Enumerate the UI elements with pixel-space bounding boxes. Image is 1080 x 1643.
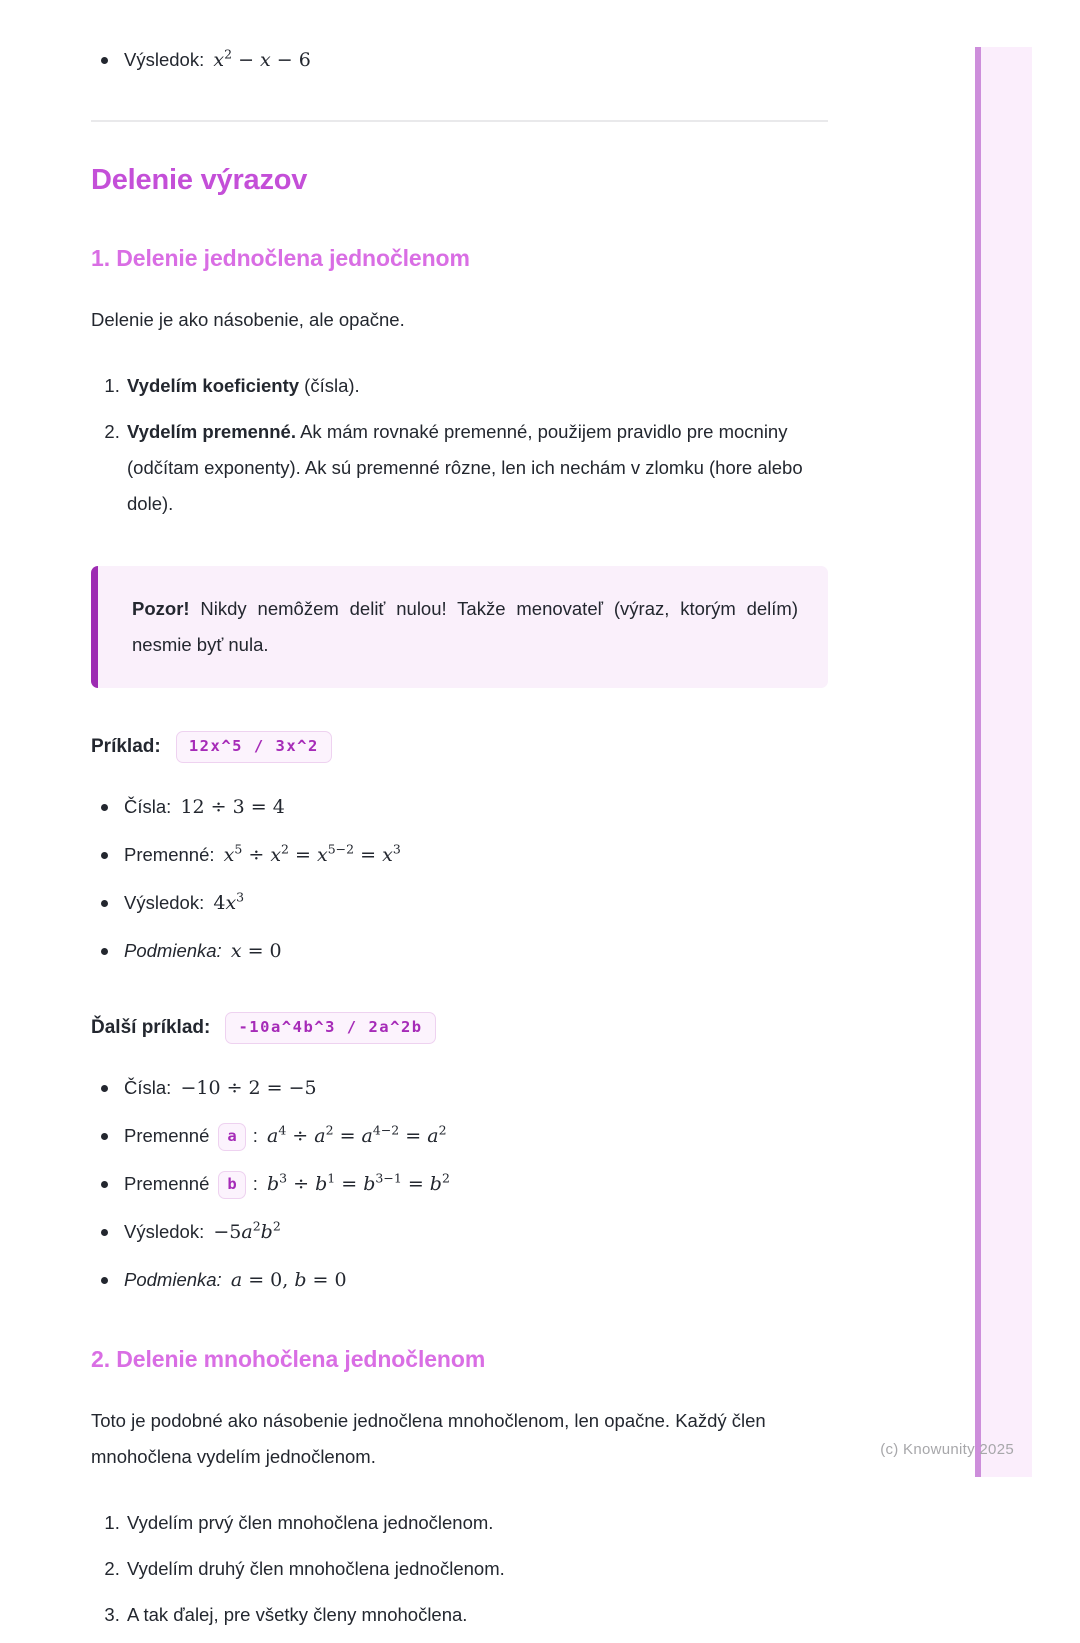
math-expression: $a^4 \div a^2 = a^{4-2} = a^2$ <box>266 1122 447 1147</box>
example1-code-chip: 12x^5 / 3x^2 <box>176 731 332 764</box>
step-rest: Ak mám rovnaké premenné, použijem pravidlo pre mocniny (odčítam exponenty). Ak sú premenné rôzne, len ich nechám v zlomku (hore alebo dole). <box>127 421 803 514</box>
result-list <box>91 42 828 78</box>
list-item <box>91 1166 828 1202</box>
section1-title: 1. Delenie jednočlena jednočlenom <box>91 245 470 271</box>
bullet-separator: : <box>252 1173 258 1194</box>
example1-bullets <box>91 789 828 969</box>
bullet-label: Čísla: <box>124 796 172 817</box>
step-bold: Vydelím premenné. <box>127 421 296 442</box>
list-item: 2. Vydelím druhý člen mnohočlena jednočlenom. <box>125 1551 828 1587</box>
warning-text <box>132 591 798 663</box>
list-item <box>91 789 828 825</box>
page-title: Delenie výrazov <box>91 164 308 196</box>
document-content <box>91 42 828 1643</box>
bullet-label: Premenné: <box>124 844 215 865</box>
warning-callout <box>91 566 828 688</box>
list-item <box>125 414 828 522</box>
list-item: 3. A tak ďalej, pre všetky členy mnohočlena. <box>125 1597 828 1633</box>
bullet-label: Výsledok: <box>124 892 205 913</box>
list-item <box>91 1070 828 1106</box>
bullet-label: Výsledok: <box>124 49 205 70</box>
math-expression: 12 ÷ 3 = 4 <box>180 796 285 818</box>
list-item <box>91 885 828 921</box>
math-expression: $4x^3$ <box>213 889 245 914</box>
copyright-text: (c) Knowunity 2025 <box>880 1441 1014 1458</box>
list-item <box>91 42 828 78</box>
bullet-separator: : <box>252 1125 258 1146</box>
math-expression: −10 ÷ 2 = −5 <box>180 1077 317 1099</box>
math-expression: a = 0, b = 0 <box>230 1269 347 1291</box>
example2-bullets <box>91 1070 828 1298</box>
bullet-label: Premenné <box>124 1173 210 1194</box>
variable-b-chip: b <box>218 1171 245 1200</box>
example1-row <box>91 728 828 765</box>
math-expression: $-5a^2b^2$ <box>213 1218 281 1243</box>
math-expression: $b^3 \div b^1 = b^{3-1} = b^2$ <box>266 1170 450 1195</box>
bullet-label: Podmienka: <box>124 1269 222 1290</box>
list-item: 1. Vydelím prvý člen mnohočlena jednočlenom. <box>125 1505 828 1541</box>
warning-rest: Nikdy nemôžem deliť nulou! Takže menovateľ (výraz, ktorým delím) nesmie byť nula. <box>132 598 798 655</box>
bullet-label: Podmienka: <box>124 940 222 961</box>
warning-bold: Pozor! <box>132 598 190 619</box>
section2-steps <box>91 1505 828 1633</box>
example1-label: Príklad: <box>91 736 161 757</box>
bullet-label: Premenné <box>124 1125 210 1146</box>
example2-code-chip: -10a^4b^3 / 2a^2b <box>225 1012 435 1045</box>
section2-title: 2. Delenie mnohočlena jednočlenom <box>91 1346 486 1372</box>
list-item <box>91 1262 828 1298</box>
list-item <box>91 837 828 873</box>
section1-intro: Delenie je ako násobenie, ale opačne. <box>91 309 405 330</box>
list-item <box>91 1118 828 1154</box>
step-rest: (čísla). <box>299 375 360 396</box>
section1-steps <box>91 368 828 522</box>
page-edge-strip <box>975 47 1032 1477</box>
bullet-label: Čísla: <box>124 1077 172 1098</box>
math-expression: x = 0 <box>230 940 282 962</box>
variable-a-chip: a <box>218 1123 245 1152</box>
example2-label: Ďalší príklad: <box>91 1017 211 1038</box>
list-item <box>91 1214 828 1250</box>
section-divider <box>91 120 828 122</box>
list-item <box>125 368 828 404</box>
math-expression: $x^2 - x - 6$ <box>213 46 311 71</box>
example2-row <box>91 1009 828 1046</box>
section2-intro: Toto je podobné ako násobenie jednočlena mnohočlenom, len opačne. Každý člen mnohočlena vydelím jednočlenom. <box>91 1410 766 1467</box>
step-bold: Vydelím koeficienty <box>127 375 300 396</box>
list-item <box>91 933 828 969</box>
bullet-label: Výsledok: <box>124 1221 205 1242</box>
math-expression: $x^5 \div x^2 = x^{5-2} = x^3$ <box>223 841 401 866</box>
